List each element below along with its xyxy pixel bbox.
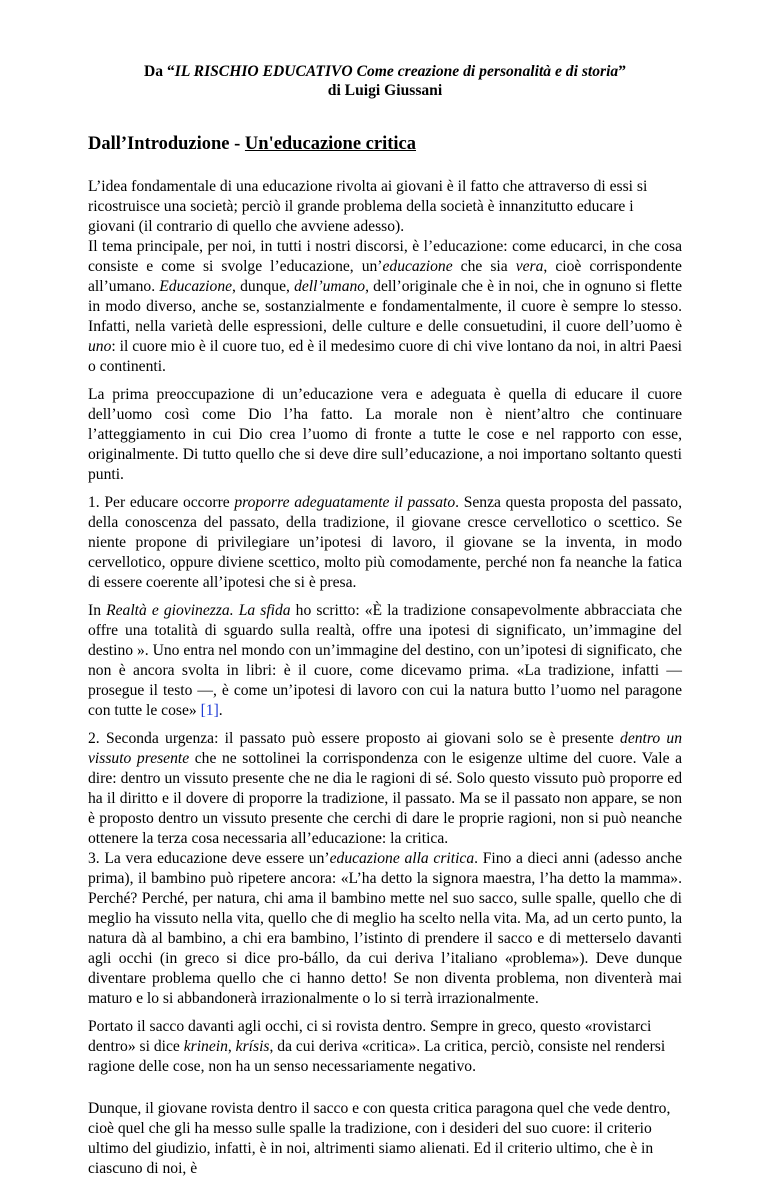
paragraph-2: Il tema principale, per noi, in tutti i nostri discorsi, è l’educazione: come educarci, in che cosa consiste e come si svolge l’educazione, un’educazione che sia vera, cioè corrispondente all’umano. Educazione, dunque, dell’umano, dell’originale che è in noi, che in ognuno si flette in modo diverso, anche se, sostanzialmente e fondamentalmente, il cuore è sempre lo stesso. Infatti, nella varietà delle espressioni, delle culture e delle consuetudini, il cuore dell’uomo è uno: il cuore mio è il cuore tuo, ed è il medesimo cuore di chi vive lontano da noi, in altri Paesi o continenti.: [88, 238, 682, 375]
paragraph-4: 1. Per educare occorre proporre adeguatamente il passato. Senza questa proposta del passato, della conoscenza del passato, della tradizione, il giovane cresce cervellotico o scettico. Se niente propone di privilegiare un’ipotesi di lavoro, il giovane se la inventa, in modo cervellotico, oppure diviene scettico, molto più comodamente, perché non fa neanche la fatica di essere coerente all’ipotesi che si è presa.: [88, 494, 682, 591]
document-page: [0, 62, 768, 1179]
footnote-link[interactable]: [1]: [200, 702, 219, 719]
paragraph-3: La prima preoccupazione di un’educazione vera e adeguata è quella di educare il cuore dell’uomo così come Dio l’ha fatto. La morale non è nient’altro che continuare l’atteggiamento in cui Dio crea l’uomo di fronte a tutte le cose e nel rapporto con esse, originalmente. Di tutto quello che si deve dire sull’educazione, a noi importano soltanto questi punti.: [88, 386, 682, 483]
title-line-1: Da “IL RISCHIO EDUCATIVO Come creazione di personalità e di storia”: [143, 63, 627, 80]
paragraph-9: Dunque, il giovane rovista dentro il sacco e con questa critica paragona quel che vede dentro, cioè quel che gli ha messo sulle spalle la tradizione, con i desideri del suo cuore: il criterio ultimo del giudizio, infatti, è in noi, altrimenti siamo alienati. Ed il criterio ultimo, che è in ciascuno di noi, è: [88, 1100, 671, 1177]
title-author: di Luigi Giussani: [327, 82, 443, 99]
paragraph-6: 2. Seconda urgenza: il passato può essere proposto ai giovani solo se è presente dentro un vissuto presente che ne sottolinei la corrispondenza con le esigenze ultime del cuore. Vale a dire: dentro un vissuto presente che ne dia le ragioni di sé. Solo questo vissuto può proporre ed ha il diritto e il dovere di proporre la tradizione, il passato. Ma se il passato non appare, se non è proposto dentro un vissuto presente che cerchi di dare le proprie ragioni, non si può neanche ottenere la terza cosa necessaria all’educazione: la critica.: [88, 730, 683, 847]
paragraph-8: Portato il sacco davanti agli occhi, ci si rovista dentro. Sempre in greco, questo «rovistarci dentro» si dice krinein, krísis, da cui deriva «critica». La critica, perciò, consiste nel rendersi ragione delle cose, non ha un senso necessariamente negativo.: [88, 1018, 666, 1075]
section-heading-underlined: Un'educazione critica: [244, 134, 417, 154]
paragraph-1: L’idea fondamentale di una educazione rivolta ai giovani è il fatto che attraverso di essi si ricostruisce una società; perciò il grande problema della società è innanzitutto educare i giovani (il contrario di quello che avviene adesso).: [88, 178, 648, 235]
book-title: IL RISCHIO EDUCATIVO Come creazione di personalità e di storia: [174, 63, 619, 80]
section-heading: Dall’Introduzione - Un'educazione critica: [88, 134, 417, 154]
paragraph-5: In Realtà e giovinezza. La sfida ho scritto: «È la tradizione consapevolmente abbracciata che offre una totalità di sguardo sulla realtà, offre una ipotesi di significato, un’immagine del destino ». Uno entra nel mondo con un’immagine del destino, con un’ipotesi di significato, che non è ancora svolta in libri: è il cuore, come dicevamo prima. «La tradizione, infatti — prosegue il testo —, è come un’ipotesi di lavoro con cui la natura butto l’uomo nel paragone con tutte le cose» [1].: [88, 602, 682, 719]
paragraph-7: 3. La vera educazione deve essere un’educazione alla critica. Fino a dieci anni (adesso anche prima), il bambino può ripetere ancora: «L’ha detto la signora maestra, l’ha detto la mamma». Perché? Perché, per natura, chi ama il bambino mette nel suo sacco, sulle spalle, quello che di meglio ha vissuto nella vita, quello che di meglio ha scelto nella vita. Ma, ad un certo punto, la natura dà al bambino, a chi era bambino, l’istinto di prendere il sacco e di metterselo davanti agli occhi (in greco si dice pro-bállo, da cui deriva l’italiano «problema»). Deve dunque diventare problema quello che ci hanno detto! Se non diventa problema, non diventerà mai maturo e lo si abbandonerà irrazionalmente o lo si terrà irrazionalmente.: [88, 850, 682, 1007]
document-title: [88, 62, 682, 100]
